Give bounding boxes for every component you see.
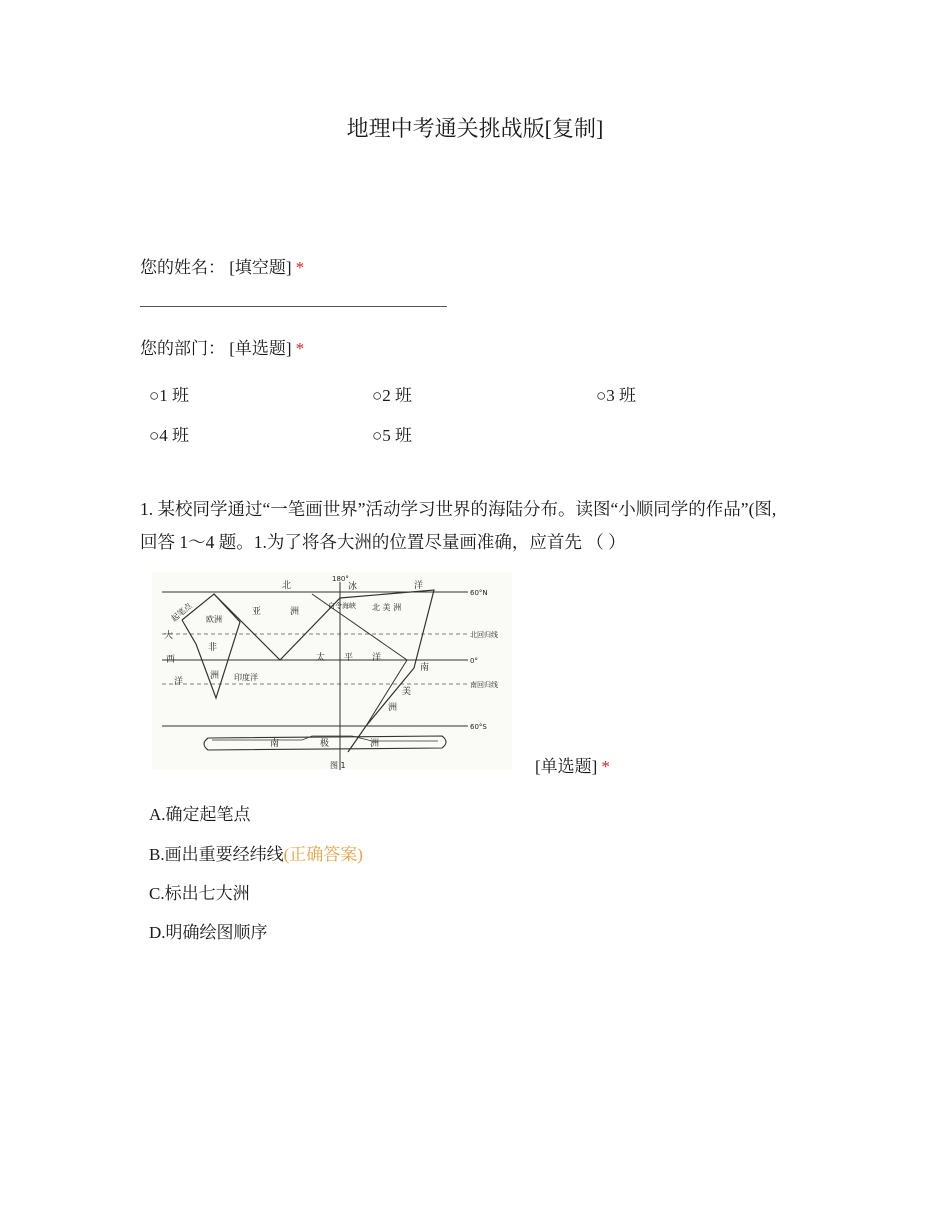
label-tropic-capricorn: 南回归线: [470, 681, 498, 689]
required-star: *: [295, 258, 305, 277]
label-antarctica-2: 极: [320, 739, 330, 749]
label-north-america: 北 美 洲: [372, 603, 402, 612]
label-pacific-3: 洋: [372, 653, 382, 663]
correct-answer-marker: (正确答案): [283, 845, 363, 864]
label-asia-2: 洲: [290, 607, 300, 617]
world-map-figure: [152, 572, 512, 770]
department-option-1[interactable]: ○1 班: [149, 386, 190, 405]
department-option-2[interactable]: ○2 班: [372, 386, 413, 405]
q1-option-a[interactable]: A.确定起笔点: [149, 805, 251, 824]
label-antarctica-1: 南: [270, 739, 280, 749]
department-question: [140, 334, 304, 359]
label-atlantic-1: 大: [164, 631, 174, 641]
label-africa-1: 非: [208, 643, 218, 653]
label-equator: 0°: [470, 657, 478, 665]
label-asia-1: 亚: [252, 607, 262, 617]
label-60s: 60°S: [470, 723, 487, 731]
label-tropic-cancer: 北回归线: [470, 631, 498, 639]
label-europe: 欧洲: [206, 615, 222, 624]
label-south-america-3: 洲: [388, 703, 398, 713]
q1-text: 1. 某校同学通过“一笔画世界”活动学习世界的海陆分布。读图“小顺同学的作品”(图,回答 1～4 题。1.为了将各大洲的位置尽量画准确，应首先 （ ）: [140, 499, 777, 552]
label-atlantic-2: 西: [166, 655, 176, 665]
figure-caption: 图 1: [330, 761, 346, 770]
label-antarctica-3: 洲: [370, 739, 380, 749]
q1-option-b-label: B.画出重要经纬线: [149, 845, 284, 864]
label-60n: 60°N: [470, 589, 488, 597]
label-atlantic-3: 洋: [174, 677, 184, 687]
label-africa-2: 洲: [210, 671, 220, 681]
q1-option-b[interactable]: [149, 840, 363, 865]
label-indian-ocean: 印度洋: [234, 673, 258, 682]
label-ice: 冰: [348, 582, 358, 592]
department-question-type: [单选题]: [229, 339, 292, 358]
name-question-type: [填空题]: [229, 258, 292, 277]
department-option-5[interactable]: ○5 班: [372, 426, 413, 445]
q1-option-d[interactable]: D.明确绘图顺序: [149, 923, 268, 942]
name-question: [140, 253, 304, 278]
q1-option-c[interactable]: C.标出七大洲: [149, 884, 250, 903]
label-north: 北: [282, 581, 292, 591]
name-question-label: 您的姓名：: [140, 258, 225, 277]
label-meridian-180: 180°: [332, 575, 349, 583]
q1-type-label: [单选题]: [535, 757, 598, 776]
label-pacific-2: 平: [344, 653, 354, 663]
label-pacific-1: 太: [316, 653, 326, 663]
required-star: *: [601, 757, 610, 776]
label-south-america-2: 美: [402, 687, 412, 697]
label-ocean-1: 洋: [414, 581, 424, 591]
department-question-label: 您的部门：: [140, 339, 225, 358]
label-bering: 白令海峡: [328, 602, 356, 610]
department-option-3[interactable]: ○3 班: [596, 386, 637, 405]
required-star: *: [295, 339, 305, 358]
name-input[interactable]: [140, 306, 447, 307]
label-start-point: 起笔点: [169, 601, 194, 624]
department-option-4[interactable]: ○4 班: [149, 426, 190, 445]
label-south-america-1: 南: [420, 663, 430, 673]
survey-title: 地理中考通关挑战版[复制]: [346, 116, 604, 141]
q1-type: [535, 752, 610, 777]
